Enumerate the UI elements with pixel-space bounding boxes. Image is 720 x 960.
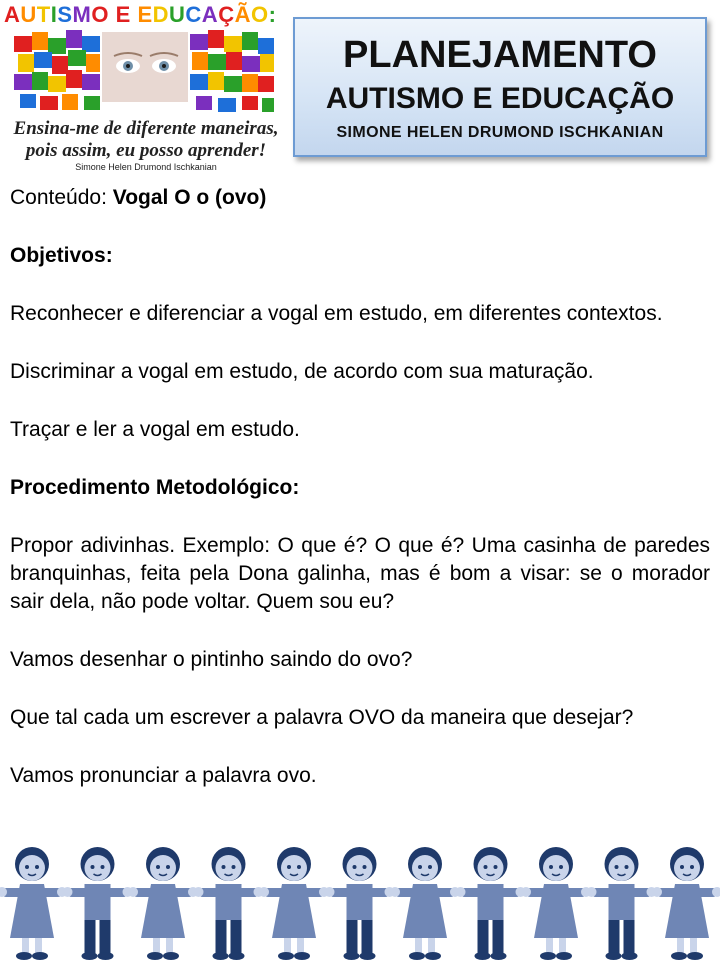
objetivo-item: Discriminar a vogal em estudo, de acordo com sua maturação. (10, 360, 594, 383)
child-figure (194, 847, 264, 960)
logo (0, 0, 290, 180)
conteudo-value: Vogal O o (ovo) (112, 186, 267, 209)
lesson-content (10, 184, 710, 790)
child-figure (128, 847, 198, 960)
child-figure (652, 847, 720, 960)
objetivo-item: Reconhecer e diferenciar a vogal em estudo, em diferentes contextos. (10, 302, 663, 325)
logo-author: Simone Helen Drumond Ischkanian (75, 162, 217, 172)
child-figure (521, 847, 591, 960)
procedimento-item: Propor adivinhas. Exemplo: O que é? O que é? Uma casinha de paredes branquinhas, feita pela Dona galinha, mas é bom a visar: se o morador sair dela, não pode voltar. Quem sou eu? (10, 534, 710, 613)
child-figure (456, 847, 526, 960)
procedimento-item: Que tal cada um escrever a palavra OVO da maneira que desejar? (10, 706, 634, 729)
puzzle-right (190, 30, 274, 112)
puzzle-pieces-image (10, 26, 278, 118)
procedimento-heading: Procedimento Metodológico: (10, 476, 300, 499)
page-title: PLANEJAMENTO (343, 34, 657, 76)
content-line (10, 184, 710, 212)
procedimento-item: Vamos desenhar o pintinho saindo do ovo? (10, 648, 413, 671)
logo-motto-line-2: pois assim, eu posso aprender! (25, 140, 267, 161)
children-illustration (0, 840, 720, 960)
page-subtitle: AUTISMO E EDUCAÇÃO (325, 82, 675, 115)
child-figure (259, 847, 329, 960)
child-figure (0, 847, 67, 960)
objetivo-item: Traçar e ler a vogal em estudo. (10, 418, 300, 441)
child-figure (63, 847, 133, 960)
procedimento-item: Vamos pronunciar a palavra ovo. (10, 764, 317, 787)
child-figure (325, 847, 395, 960)
puzzle-left (14, 30, 100, 110)
child-figure (390, 847, 460, 960)
conteudo-label: Conteúdo: (10, 186, 107, 209)
child-eyes-photo (102, 32, 188, 102)
title-box (293, 17, 707, 157)
child-figure (587, 847, 657, 960)
logo-motto (8, 118, 284, 162)
objetivos-heading: Objetivos: (10, 244, 113, 267)
logo-title: AUTISMO E EDUCAÇÃO: (4, 2, 277, 27)
logo-motto-line-1: Ensina-me de diferente maneiras, (13, 118, 279, 139)
title-author: SIMONE HELEN DRUMOND ISCHKANIAN (336, 124, 664, 141)
